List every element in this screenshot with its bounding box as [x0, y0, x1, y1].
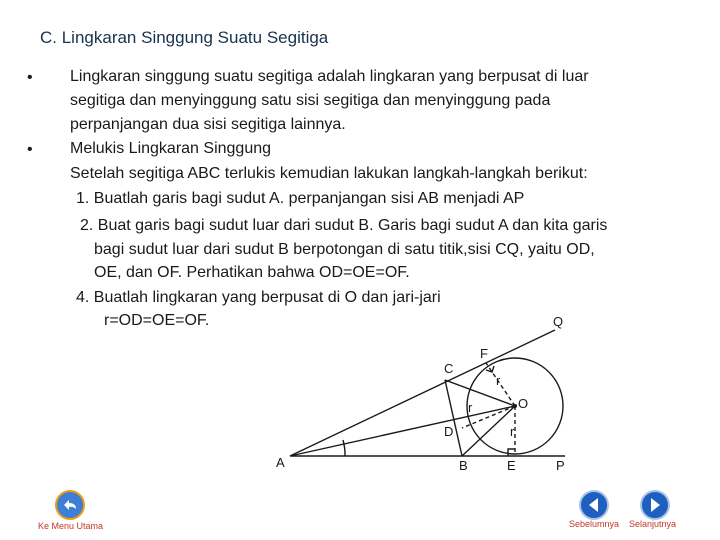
label-D: D	[444, 424, 454, 439]
step-2-text-line-3: OE, dan OF. Perhatikan bahwa OD=OE=OF.	[94, 264, 410, 281]
label-C: C	[444, 361, 454, 376]
right-angle-E	[508, 449, 515, 456]
step-4-text: 4. Buatlah lingkaran yang berpusat di O dan jari-jari	[76, 289, 441, 306]
label-F: F	[480, 346, 488, 361]
return-arrow-icon	[55, 490, 85, 520]
next-button[interactable]	[640, 490, 670, 520]
radius-label-1: r	[496, 373, 501, 388]
home-button[interactable]	[55, 490, 85, 520]
radius-label-3: r	[510, 424, 515, 439]
label-P: P	[556, 458, 565, 473]
center-point-O	[513, 404, 517, 408]
bullet-marker-2: •	[27, 141, 33, 158]
prev-label[interactable]: Sebelumnya	[569, 519, 620, 529]
bullet2-line-1: Melukis Lingkaran Singgung	[70, 140, 272, 157]
step-2-text-line-1: 2. Buat garis bagi sudut luar dari sudut B. Garis bagi sudut A dan kita garis	[80, 217, 608, 234]
label-A: A	[276, 455, 285, 470]
next-label[interactable]: Selanjutnya	[629, 519, 677, 529]
bullet-marker-1: •	[27, 69, 33, 86]
bullet1-line-2: segitiga dan menyinggung satu sisi segitiga dan menyinggung pada	[70, 92, 551, 109]
step-2-text-line-2: bagi sudut luar dari sudut B berpotongan di satu titik,sisi CQ, yaitu OD,	[94, 241, 595, 258]
radius-OF	[486, 363, 515, 406]
bullet2-line-2: Setelah segitiga ABC terlukis kemudian lakukan langkah-langkah berikut:	[70, 165, 588, 182]
label-Q: Q	[553, 314, 564, 329]
home-label[interactable]: Ke Menu Utama	[38, 521, 104, 531]
angle-arc-A	[343, 440, 345, 456]
label-B: B	[459, 458, 468, 473]
slide-title: C. Lingkaran Singgung Suatu Segitiga	[40, 28, 329, 47]
radius-label-2: r	[468, 400, 473, 415]
right-arrow-icon	[640, 490, 670, 520]
label-E: E	[507, 458, 516, 473]
prev-button[interactable]	[579, 490, 609, 520]
left-arrow-icon	[579, 490, 609, 520]
bullet1-line-3: perpanjangan dua sisi segitiga lainnya.	[70, 116, 346, 133]
line-CO	[445, 380, 515, 406]
step-4-text-line-2: r=OD=OE=OF.	[104, 312, 210, 329]
bisector-A	[290, 406, 515, 456]
step-1-text: 1. Buatlah garis bagi sudut A. perpanjangan sisi AB menjadi AP	[76, 190, 525, 207]
bullet1-line-1: Lingkaran singgung suatu segitiga adalah lingkaran yang berpusat di luar	[70, 68, 589, 85]
label-O: O	[518, 396, 529, 411]
